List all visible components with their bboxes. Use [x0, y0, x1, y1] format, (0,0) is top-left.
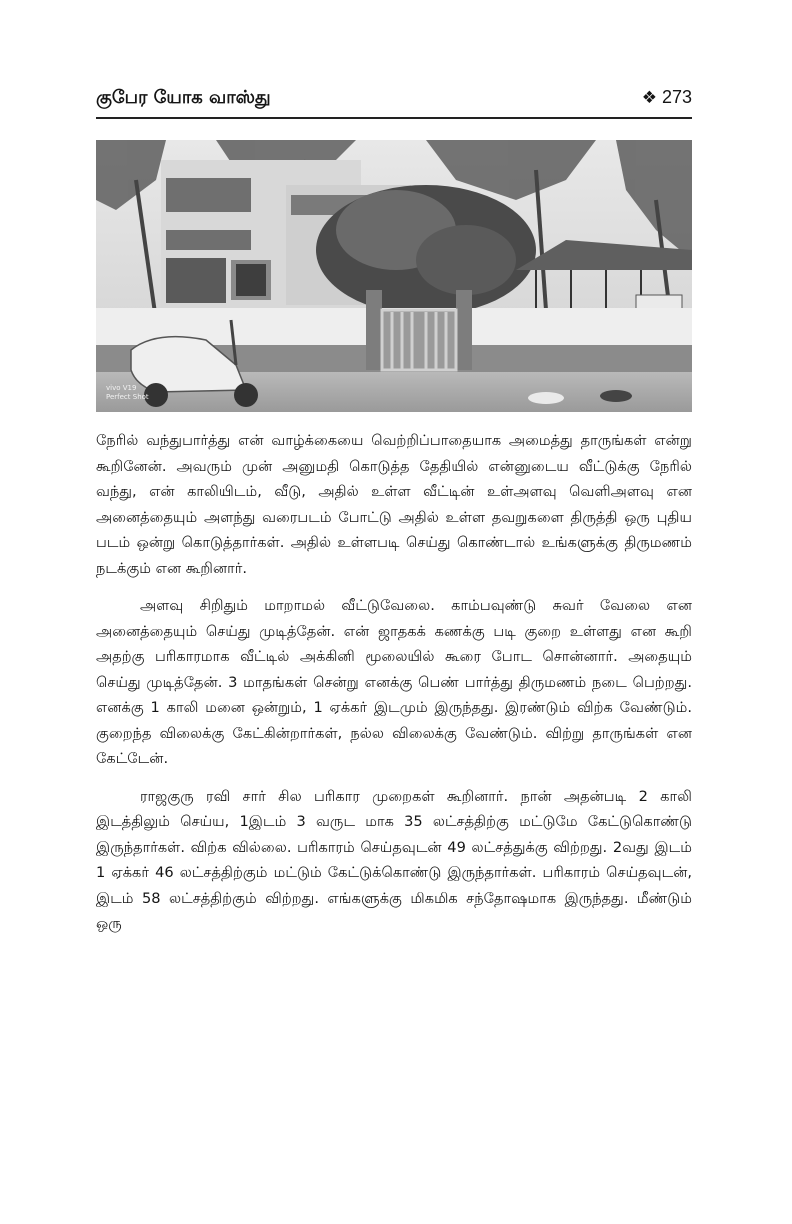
paragraph-1: நேரில் வந்துபார்த்து என் வாழ்க்கையை வெற்றிப்பாதையாக அமைத்து தாருங்கள் என்று கூறினேன். அவரும் முன் அனுமதி கொடுத்த தேதியில் என்னுடைய வீட்டுக்கு நேரில் வந்து, என் காலியிடம், வீடு, அதில் உள்ள வீட்டின் உள்அளவு வெளிஅளவு என அனைத்தையும் அளந்து வரைபடம் போட்டு அதில் உள்ள தவறுகளை திருத்தி ஒரு புதிய படம் ஒன்று கொடுத்தார்கள். அதில் உள்ளபடி செய்து கொண்டால் உங்களுக்கு திருமணம் நடக்கும் என கூறினார். — [96, 432, 692, 577]
house-photo-illustration — [96, 140, 692, 412]
watermark-line2: Perfect Shot — [106, 393, 149, 401]
page-header — [96, 82, 692, 116]
paragraph-3: ராஜகுரு ரவி சார் சில பரிகார முறைகள் கூறினார். நான் அதன்படி 2 காலி இடத்திலும் செய்ய, 1இடம் 3 வருட மாக 35 லட்சத்திற்கு மட்டுமே கேட்டுகொண்டு இருந்தார்கள். விற்க வில்லை. பரிகாரம் செய்தவுடன் 49 லட்சத்துக்கு விற்றது. 2வது இடம் 1 ஏக்கர் 46 லட்சத்திற்கும் மட்டும் கேட்டுக்கொண்டு இருந்தார்கள். பரிகாரம் செய்தவுடன், இடம் 58 லட்சத்திற்கும் விற்றது. எங்களுக்கு மிகமிக சந்தோஷமாக இருந்தது. மீண்டும் ஒரு — [96, 787, 692, 932]
page-number: 273 — [661, 87, 692, 107]
camera-watermark — [106, 384, 149, 402]
running-title: குபேர யோக வாஸ்து — [96, 87, 271, 108]
ornament-icon: ❖ — [641, 87, 657, 107]
house-photo — [96, 140, 692, 412]
header-rule — [96, 117, 692, 119]
paragraph-2: அளவு சிறிதும் மாறாமல் வீட்டுவேலை. காம்பவுண்டு சுவர் வேலை என அனைத்தையும் செய்து முடித்தேன். என் ஜாதகக் கணக்கு படி குறை உள்ளது என கூறி அதற்கு பரிகாரமாக வீட்டில் அக்கினி மூலையில் கூரை போட சொன்னார். அதையும் செய்து முடித்தேன். 3 மாதங்கள் சென்று எனக்கு பெண் பார்த்து திருமணம் நடை பெற்றது. எனக்கு 1 காலி மனை ஒன்றும், 1 ஏக்கர் இடமும் இருந்தது. இரண்டும் விற்க வேண்டும். குறைந்த விலைக்கு கேட்கின்றார்கள், நல்ல விலைக்கு வேண்டும். விற்று தாருங்கள் என கேட்டேன். — [96, 597, 692, 767]
watermark-line1: vivo V19 — [106, 384, 137, 392]
page-number-block — [642, 87, 692, 116]
body-text — [96, 428, 692, 937]
